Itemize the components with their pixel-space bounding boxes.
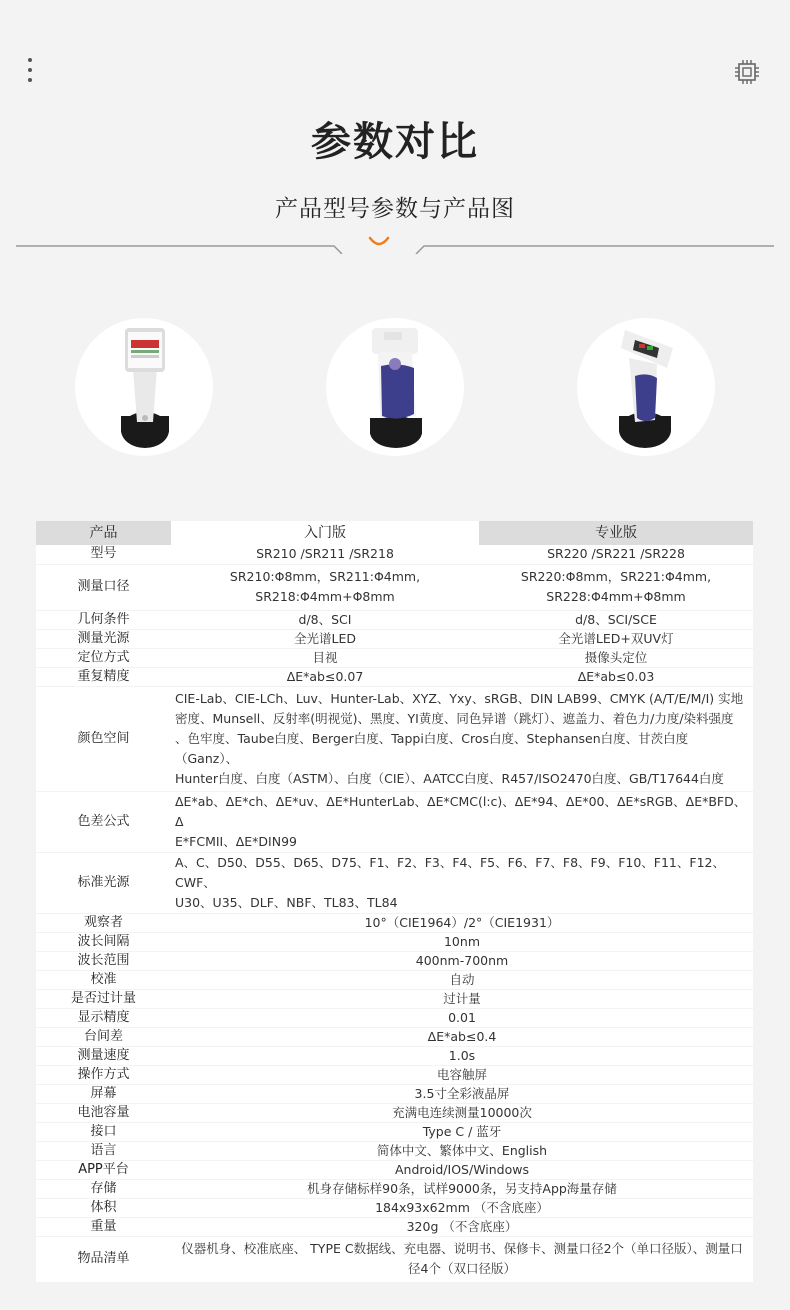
table-row: 几何条件 d/8、SCI d/8、SCI/SCE (36, 610, 753, 629)
table-row: 重复精度 ΔE*ab≤0.07 ΔE*ab≤0.03 (36, 667, 753, 686)
table-row: 测量速度 1.0s (36, 1046, 753, 1065)
table-row: 显示精度 0.01 (36, 1008, 753, 1027)
more-vertical-icon[interactable] (24, 58, 36, 88)
table-row: 物品清单 仪器机身、校准底座、 TYPE C数据线、充电器、说明书、保修卡、测量口径2个（单口径版）、测量口 径4个（双口径版） (36, 1236, 753, 1282)
product-image-pro-front (326, 318, 464, 456)
chip-icon[interactable] (734, 59, 760, 85)
table-row: 接口 Type C / 蓝牙 (36, 1122, 753, 1141)
table-row: 定位方式 目视 摄像头定位 (36, 648, 753, 667)
table-row: 色差公式 ΔE*ab、ΔE*ch、ΔE*uv、ΔE*HunterLab、ΔE*CMC(l:c)、ΔE*94、ΔE*00、ΔE*sRGB、ΔE*BFD、Δ E*FCMII、ΔE*DIN99 (36, 791, 753, 852)
table-row: 颜色空间 CIE-Lab、CIE-LCh、Luv、Hunter-Lab、XYZ、Yxy、sRGB、DIN LAB99、CMYK (A/T/E/M/I) 实地 密度、Munsell、反射率(明视觉)、黑度、YI黄度、同色异谱（跳灯）、遮盖力、着色力/力度/染料强度 、色牢度、Taube白度、Berger白度、Tappi白度、Cros白度、Stephansen白度、甘茨白度（Ganz）、 Hunter白度、白度（ASTM）、白度（CIE）、AATCC白度、R457/ISO2470白度、GB/T17644白度 (36, 686, 753, 791)
table-row: 语言 简体中文、繁体中文、English (36, 1141, 753, 1160)
table-row: 波长间隔 10nm (36, 932, 753, 951)
table-row: 标准光源 A、C、D50、D55、D65、D75、F1、F2、F3、F4、F5、F6、F7、F8、F9、F10、F11、F12、CWF、 U30、U35、DLF、NBF、TL83、TL84 (36, 852, 753, 913)
header-entry-edition: 入门版 (171, 521, 479, 545)
product-image-pro-angle (577, 318, 715, 456)
table-row: APP平台 Android/IOS/Windows (36, 1160, 753, 1179)
table-row: 校准 自动 (36, 970, 753, 989)
table-row: 屏幕 3.5寸全彩液晶屏 (36, 1084, 753, 1103)
table-row: 重量 320g （不含底座） (36, 1217, 753, 1236)
table-row: 体积 184x93x62mm （不含底座） (36, 1198, 753, 1217)
table-row: 是否过计量 过计量 (36, 989, 753, 1008)
table-row: 波长范围 400nm-700nm (36, 951, 753, 970)
divider-left (16, 244, 344, 254)
table-row: 操作方式 电容触屏 (36, 1065, 753, 1084)
page-subtitle: 产品型号参数与产品图 (275, 196, 515, 222)
divider-accent-arc (368, 234, 390, 250)
table-row: 测量光源 全光谱LED 全光谱LED+双UV灯 (36, 629, 753, 648)
table-row: 观察者 10°（CIE1964）/2°（CIE1931） (36, 913, 753, 932)
product-image-entry (75, 318, 213, 456)
table-row: 型号 SR210 /SR211 /SR218 SR220 /SR221 /SR228 (36, 545, 753, 564)
header-product: 产品 (36, 521, 171, 545)
table-row: 存储 机身存储标样90条，试样9000条，另支持App海量存储 (36, 1179, 753, 1198)
page-title: 参数对比 (311, 119, 479, 165)
spec-comparison-table (36, 521, 753, 1283)
header-pro-edition: 专业版 (479, 521, 753, 545)
divider-right (414, 244, 774, 254)
table-row: 电池容量 充满电连续测量10000次 (36, 1103, 753, 1122)
table-row: 测量口径 SR210:Φ8mm，SR211:Φ4mm, SR218:Φ4mm+Φ8mm SR220:Φ8mm，SR221:Φ4mm, SR228:Φ4mm+Φ8mm (36, 564, 753, 610)
table-row: 台间差 ΔE*ab≤0.4 (36, 1027, 753, 1046)
table-header-row (36, 521, 753, 545)
product-images (0, 318, 790, 458)
